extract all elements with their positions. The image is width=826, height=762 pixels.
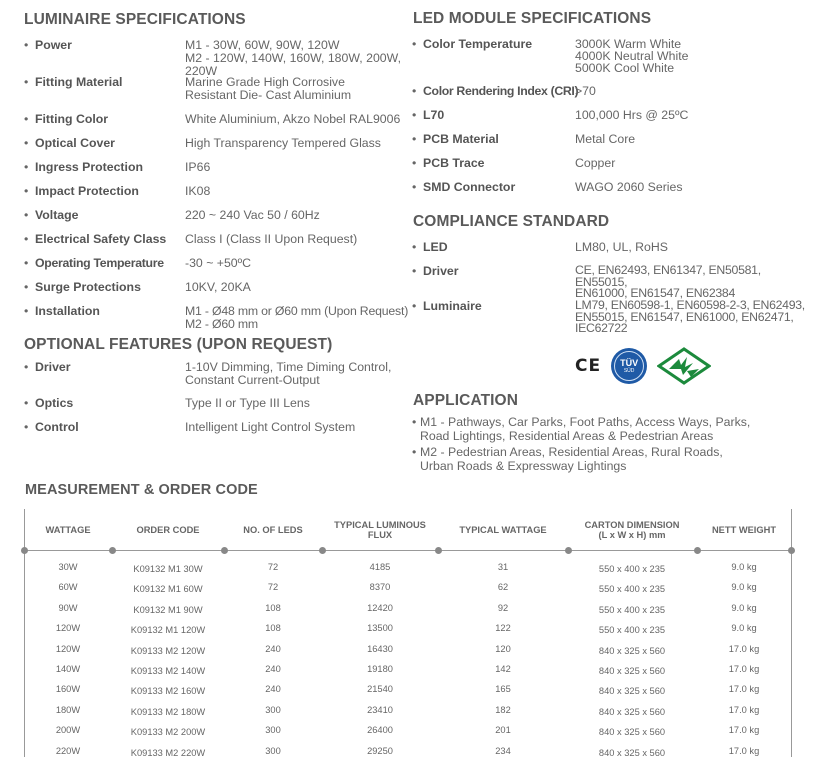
table-cell: 9.0 kg (731, 623, 757, 634)
spec-label: • Installation (35, 305, 100, 318)
table-cell: 17.0 kg (728, 745, 760, 756)
table-cell: 19180 (367, 664, 393, 674)
table-cell: 165 (495, 684, 511, 695)
table-cell: 240 (265, 684, 281, 695)
spec-value: CE, EN62493, EN61347, EN50581, EN55015, EN61000, EN61547, EN62384 (575, 263, 761, 300)
table-cell: 120W (55, 623, 81, 634)
table-cell: 16430 (367, 643, 393, 654)
spec-value: IK08 (185, 184, 211, 198)
spec-label: • Fitting Material (35, 76, 122, 89)
table-cell: 8370 (369, 582, 391, 593)
table-cell: 21540 (367, 684, 393, 695)
table-cell: 72 (267, 582, 279, 593)
table-cell: 30W (58, 562, 78, 572)
table-cell: 9.0 kg (731, 582, 757, 593)
table-cell: 550 x 400 x 235 (598, 564, 666, 574)
table-cell: 840 x 325 x 560 (598, 706, 666, 717)
certification-logos (575, 346, 711, 386)
table-cell: 9.0 kg (731, 602, 757, 613)
table-cell: 840 x 325 x 560 (598, 686, 666, 697)
table-cell: 300 (265, 745, 281, 756)
spec-label: • Optical Cover (35, 137, 115, 150)
spec-label: • Ingress Protection (35, 161, 143, 174)
spec-value: 100,000 Hrs @ 25ºC (575, 108, 689, 122)
measurement-order-code-table (24, 509, 792, 757)
tuv-text: TÜV (620, 357, 639, 368)
table-cell: 240 (265, 643, 281, 654)
table-cell: 840 x 325 x 560 (598, 666, 666, 676)
energy-efficiency-mark-icon (657, 347, 711, 385)
table-cell: 840 x 325 x 560 (598, 747, 666, 758)
table-cell: 240 (265, 664, 281, 674)
spec-label: • Driver (423, 265, 459, 278)
spec-label: • Impact Protection (35, 185, 139, 198)
column-header: TYPICAL WATTAGE (459, 524, 547, 535)
table-cell: 13500 (367, 623, 393, 634)
spec-value: 10KV, 20KA (185, 280, 251, 294)
spec-value: Class I (Class II Upon Request) (185, 232, 358, 246)
table-cell: 200W (55, 725, 81, 736)
table-cell: K09133 M2 220W (130, 747, 206, 758)
measurement-order-code-heading: MEASUREMENT & ORDER CODE (25, 482, 258, 498)
table-cell: 92 (497, 602, 509, 613)
table-cell: 122 (495, 623, 511, 634)
spec-label: • L70 (423, 109, 444, 122)
table-cell: 300 (265, 704, 281, 715)
spec-value: -30 ~ +50ºC (185, 256, 252, 270)
table-cell: 160W (55, 684, 81, 695)
table-cell: K09133 M2 160W (130, 686, 206, 697)
table-cell: 72 (267, 562, 279, 572)
column-header: ORDER CODE (136, 524, 200, 535)
spec-label: • Surge Protections (35, 281, 141, 294)
table-cell: 840 x 325 x 560 (598, 645, 666, 656)
table-cell: 182 (495, 704, 511, 715)
table-cell: 17.0 kg (728, 664, 760, 674)
column-header: WATTAGE (45, 524, 91, 535)
table-cell: K09132 M1 60W (133, 584, 203, 595)
column-header: NO. OF LEDS (243, 524, 303, 535)
spec-value: WAGO 2060 Series (575, 180, 683, 194)
table-cell: K09132 M1 120W (130, 625, 206, 636)
table-cell: 90W (58, 602, 78, 613)
table-cell: 17.0 kg (728, 643, 760, 654)
spec-value: Copper (575, 156, 616, 170)
table-cell: 29250 (367, 745, 393, 756)
spec-label: • Driver (35, 361, 71, 374)
spec-value: High Transparency Tempered Glass (185, 136, 381, 150)
column-header: NETT WEIGHT (711, 524, 777, 535)
table-cell: 17.0 kg (728, 704, 760, 715)
table-cell: 140W (55, 664, 81, 674)
tuv-sud-icon (611, 348, 647, 384)
table-cell: 120 (495, 643, 511, 654)
table-cell: 120W (55, 643, 81, 654)
application-heading: APPLICATION (413, 392, 519, 409)
application-item-m2: • M2 - Pedestrian Areas, Residential Areas, Rural Roads, Urban Roads & Expressway Lightings (420, 446, 810, 473)
spec-value: 3000K Warm White 4000K Neutral White 5000K Cool White (575, 37, 689, 75)
table-cell: 550 x 400 x 235 (598, 604, 666, 615)
luminaire-specifications-heading: LUMINAIRE SPECIFICATIONS (24, 11, 246, 28)
sud-text: SÜD (623, 367, 635, 374)
spec-value: White Aluminium, Akzo Nobel RAL9006 (185, 112, 401, 126)
table-cell: K09132 M1 90W (133, 604, 203, 615)
table-cell: 108 (265, 602, 281, 613)
table-cell: 550 x 400 x 235 (598, 625, 666, 636)
table-cell: 4185 (369, 562, 391, 572)
table-cell: 234 (495, 745, 511, 756)
table-cell: 108 (265, 623, 281, 634)
spec-label: • PCB Trace (423, 157, 485, 170)
spec-value: M1 - 30W, 60W, 90W, 120W M2 - 120W, 140W, 160W, 180W, 200W, 220W (185, 38, 401, 78)
optional-features-heading: OPTIONAL FEATURES (UPON REQUEST) (24, 336, 333, 353)
spec-label: • Control (35, 421, 79, 434)
column-header: TYPICAL LUMINOUS FLUX (334, 519, 426, 540)
table-cell: K09133 M2 140W (130, 666, 206, 676)
column-header: CARTON DIMENSION (L x W x H) mm (584, 519, 680, 540)
spec-label: • Electrical Safety Class (35, 233, 166, 246)
spec-label: • Luminaire (423, 300, 482, 313)
table-cell: K09133 M2 120W (130, 645, 206, 656)
application-item-m1: • M1 - Pathways, Car Parks, Foot Paths, Access Ways, Parks, Road Lightings, Residential Areas & Pedestrian Areas (420, 416, 810, 443)
table-cell: K09132 M1 30W (133, 564, 203, 574)
table-cell: 17.0 kg (728, 684, 760, 695)
spec-value: 1-10V Dimming, Time Diming Control, Constant Current-Output (185, 360, 392, 387)
spec-label: • PCB Material (423, 133, 499, 146)
table-cell: 840 x 325 x 560 (598, 727, 666, 738)
spec-label: • Color Temperature (423, 38, 532, 51)
table-cell: 12420 (367, 602, 393, 613)
table-cell: 142 (495, 664, 511, 674)
spec-value: >70 (575, 84, 596, 98)
spec-value: LM80, UL, RoHS (575, 240, 668, 254)
spec-value: IP66 (185, 160, 211, 174)
table-cell: 31 (497, 562, 509, 572)
table-cell: 62 (497, 582, 509, 593)
table-cell: 23410 (367, 704, 393, 715)
table-cell: 60W (58, 582, 78, 593)
compliance-standard-heading: COMPLIANCE STANDARD (413, 213, 610, 230)
spec-value: Metal Core (575, 132, 636, 146)
spec-label: • Color Rendering Index (CRI) (423, 85, 578, 98)
table-cell: 550 x 400 x 235 (598, 584, 666, 595)
table-cell: 201 (495, 725, 511, 736)
table-cell: 180W (55, 704, 81, 715)
table-cell: 300 (265, 725, 281, 736)
table-cell: K09133 M2 200W (130, 727, 206, 738)
ce-mark-icon: CE (575, 356, 602, 376)
spec-label: • LED (423, 241, 448, 254)
spec-label: • Voltage (35, 209, 79, 222)
spec-label: • Power (35, 39, 72, 52)
table-cell: K09133 M2 180W (130, 706, 206, 717)
table-header-rule (24, 550, 792, 551)
spec-label: • Fitting Color (35, 113, 108, 126)
spec-value: 220 ~ 240 Vac 50 / 60Hz (185, 208, 320, 222)
spec-value: Marine Grade High Corrosive Resistant Die- Cast Aluminium (185, 75, 352, 102)
spec-value: LM79, EN60598-1, EN60598-2-3, EN62493, EN55015, EN61547, EN61000, EN62471, IEC62722 (575, 298, 805, 335)
spec-label: • SMD Connector (423, 181, 515, 194)
table-cell: 9.0 kg (731, 562, 757, 572)
led-module-specifications-heading: LED MODULE SPECIFICATIONS (413, 10, 652, 27)
spec-value: Intelligent Light Control System (185, 420, 356, 434)
table-cell: 220W (55, 745, 81, 756)
spec-value: M1 - Ø48 mm or Ø60 mm (Upon Request) M2 - Ø60 mm (185, 304, 409, 331)
table-cell: 17.0 kg (728, 725, 760, 736)
spec-value: Type II or Type III Lens (185, 396, 310, 410)
table-cell: 26400 (367, 725, 393, 736)
spec-label: • Operating Temperature (35, 257, 164, 270)
spec-label: • Optics (35, 397, 73, 410)
